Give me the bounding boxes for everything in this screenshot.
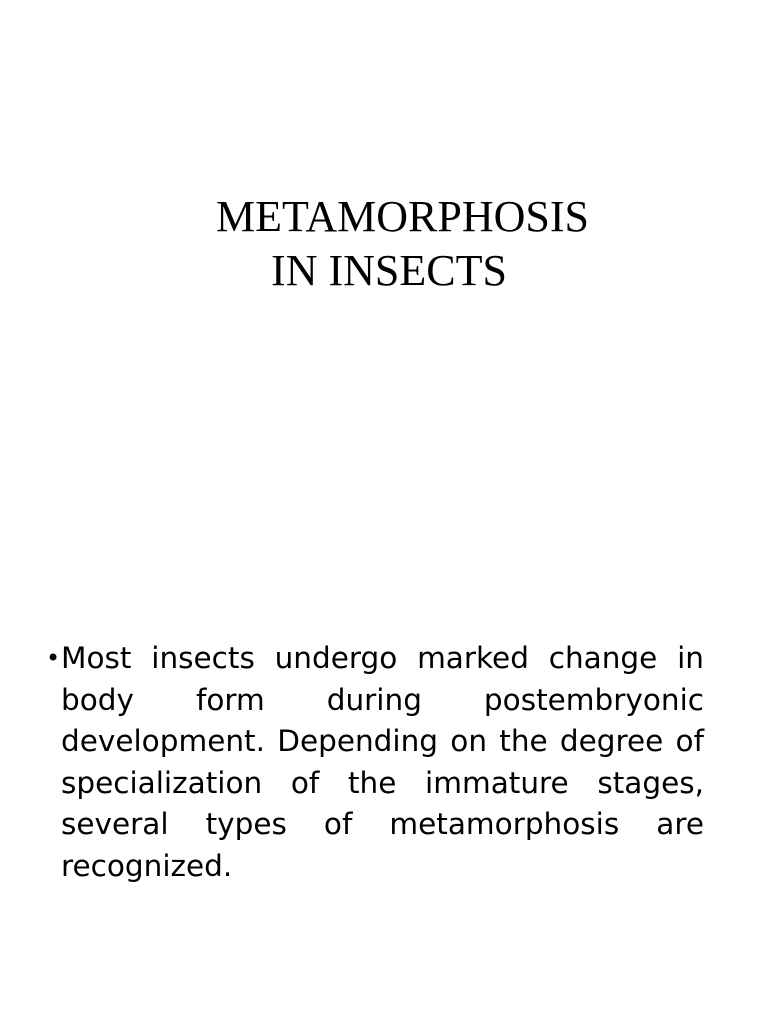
bullet-item [46,638,704,887]
bullet-icon: • [46,644,61,672]
bullet-text: Most insects undergo marked change in body form during postembryonic development. Depending on the degree of specialization of the immature stages, several types of metamorphosis are recognized. [61,641,704,883]
title-line-1: METAMORPHOSIS [216,192,589,241]
bullet-list [46,638,704,887]
title-line-2: IN INSECTS [271,246,507,295]
slide-title [0,190,768,298]
